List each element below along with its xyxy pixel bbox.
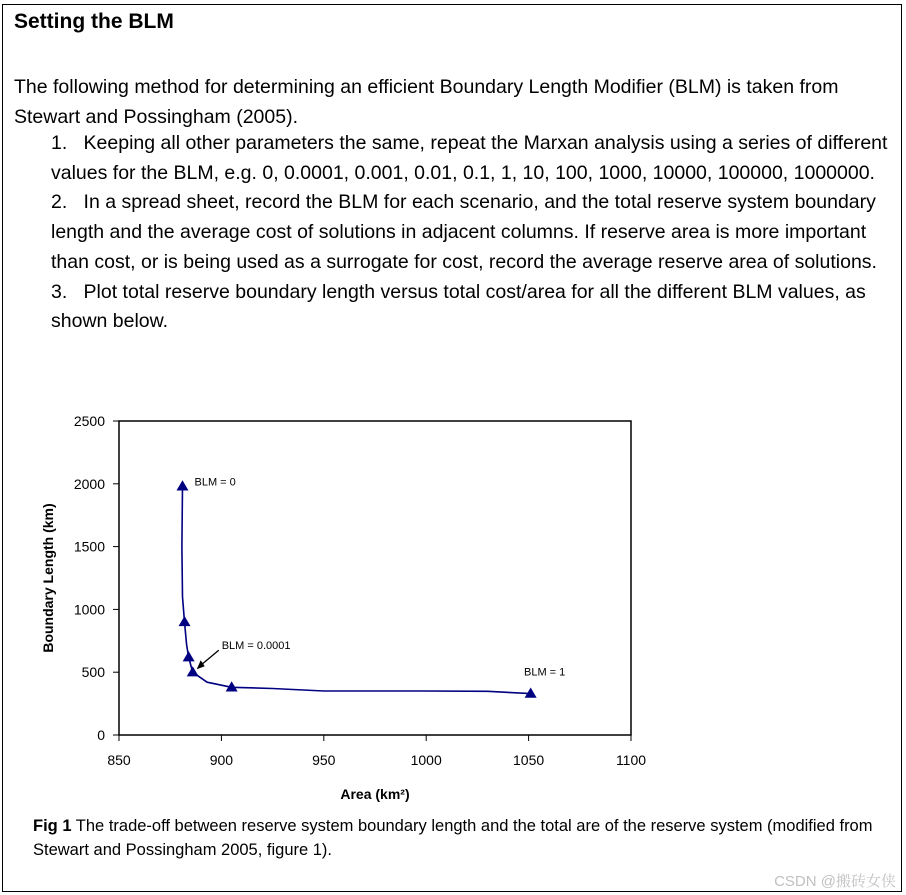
- y-tick-label: 1000: [73, 601, 105, 618]
- list-item: [51, 188, 896, 277]
- data-point-marker: [179, 616, 191, 626]
- figure-number: Fig 1: [33, 817, 72, 835]
- annotation-arrowhead: [197, 660, 205, 669]
- section-title: Setting the BLM: [14, 10, 174, 33]
- y-tick-label: 2000: [73, 475, 105, 492]
- step-number: 2.: [51, 191, 68, 214]
- chart-series: [176, 480, 536, 697]
- data-point-marker: [183, 651, 195, 661]
- list-item: [51, 278, 896, 337]
- chart-ticks: [74, 413, 646, 768]
- step-text: In a spread sheet, record the BLM for each scenario, and the total reserve system boundary length and the average cost of solutions in adjacent columns. If reserve area is more important than cost, or is being used as a surrogate for cost, record the average reserve area of solutions.: [51, 191, 877, 273]
- tradeoff-chart: [0, 400, 906, 810]
- caption-text: The trade-off between reserve system boundary length and the total are of the reserve system (modified from Stewart and Possingham 2005, figure 1).: [33, 817, 873, 859]
- step-text: Keeping all other parameters the same, repeat the Marxan analysis using a series of different values for the BLM, e.g. 0, 0.0001, 0.001, 0.01, 0.1, 1, 10, 100, 1000, 10000, 100000, 1000000.: [51, 132, 888, 184]
- x-tick-label: 1050: [513, 752, 545, 768]
- x-tick-label: 850: [107, 752, 131, 768]
- figure-caption: [33, 814, 898, 862]
- list-item: [51, 129, 896, 188]
- x-tick-label: 950: [312, 752, 336, 768]
- plot-frame: [119, 421, 631, 735]
- intro-paragraph: The following method for determining an efficient Boundary Length Modifier (BLM) is taken from Stewart and Possingham (2005).: [14, 76, 839, 128]
- series-line: [182, 486, 531, 693]
- step-number: 1.: [51, 132, 68, 154]
- steps-list: [51, 129, 896, 337]
- annotation-arrow-line: [201, 650, 219, 665]
- x-tick-label: 1000: [410, 752, 442, 768]
- annotation-label: BLM = 0.0001: [221, 640, 291, 653]
- data-point-marker: [187, 666, 199, 676]
- step-number: 3.: [51, 280, 68, 303]
- x-tick-label: 1100: [615, 752, 647, 768]
- y-tick-label: 500: [81, 664, 105, 681]
- y-axis-title: Boundary Length (km): [40, 503, 56, 653]
- watermark-text: CSDN @搬砖女侠: [774, 873, 896, 890]
- step-text: Plot total reserve boundary length versus total cost/area for all the different BLM values, as shown below.: [51, 280, 866, 333]
- annotation-label: BLM = 0: [194, 476, 236, 489]
- chart-axes: [119, 421, 631, 735]
- x-axis-title: Area (km²): [340, 786, 410, 802]
- y-tick-label: 0: [97, 727, 105, 743]
- annotation-label: BLM = 1: [524, 666, 566, 679]
- y-tick-label: 2500: [73, 413, 105, 429]
- y-tick-label: 1500: [73, 538, 105, 555]
- x-tick-label: 900: [209, 752, 234, 768]
- data-point-marker: [176, 480, 188, 490]
